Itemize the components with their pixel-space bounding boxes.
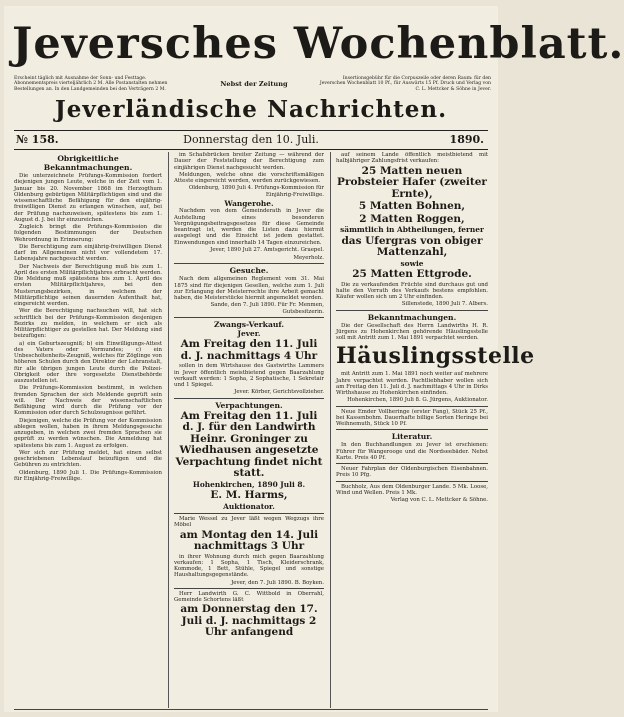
section-heading: Zwangs-Verkauf. (213, 319, 285, 329)
section-heading: Verpachtungen. (215, 400, 283, 410)
paragraph: Zugleich bringt die Prüfungs-Kommission die folgenden Bestimmungen der Deutschen Wehrordnung in Erinnerung: (14, 224, 162, 243)
notice-heading: Wangerohe. (224, 198, 274, 208)
signature: Sande, den 7. Juli 1890. Für Fr. Menmen, Gutsbesitzerin. (210, 302, 324, 315)
column-divider (330, 152, 331, 708)
paragraph: Marie Wessel zu Jever läßt wegen Wegzugs ihre Möbel (174, 516, 324, 529)
paragraph: Nachdem von dem Gemeinderath in Jever die Aufstellung eines besonderen Vergnügungsbeitragsgesetzes für diese Gemeinde beantragt ist, werden die Listen dazu hiermit ausgelegt und die Einsicht ist jedem gestattet. Einwendungen sind innerhalb 14 Tagen einzureichen. (174, 208, 324, 246)
auctioneer-name: E. M. Harms, (210, 489, 288, 501)
paragraph: im Schafsbrücken breiter Zeitung — während der Dauer der Feststellung der Berechtigung zum einjährigen Dienst nachgesucht werden. (174, 152, 324, 171)
advertising-info: Insertionsgebühr für die Corpuszeile oder deren Raum: für den Jeverschen Wochenblatt 10 Pf., für Auswärts 15 Pf. Druck und Verlag von C. L. Mettcker & Söhne in Jever. (319, 76, 491, 92)
column-3 (336, 152, 535, 708)
newspaper-page (4, 6, 624, 712)
paragraph: a) ein Geburtszeugniß; b) ein Einwilligungs-Attest des Vaters oder Vormundes; c) ein Unbescholtenheits-Zeugniß, welches für Zöglinge von höheren Schulen durch den Direktor der Lehranstalt, für alle übrigen jungen Leute durch die Polizei-Obrigkeit oder ihre vorgesetzte Dienstbehörde auszustellen ist. (14, 340, 162, 384)
signature: Hohenkirchen, 1890 Juli 8. G. Jürgens, Auktionator. (347, 397, 488, 404)
paragraph: mit Antritt zum 1. Mai 1891 noch weiter auf mehrere Jahre verpachtet werden. Pachtliebhaber wollen sich am Freitag den 11. Juli d. J. nachmittags 4 Uhr in Dirks Wirthshause zu Hohenkirchen einfinden. (336, 371, 488, 396)
paragraph: Die Berechtigung zum einjährig-freiwilligen Dienst darf im Allgemeinen nicht vor vollendetem 17. Lebensjahre nachgesucht werden. (14, 243, 162, 263)
paragraph: Die Prüfungs-Kommission bestimmt, in welchen fremden Sprachen der sich Meldende geprüft sein will. Der Nachweis der wissenschaftlichen Befähigung wird durch die Prüfung vor der Kommission oder durch Schulzeugnisse geführt. (14, 385, 162, 417)
auction-date: am Donnerstag den 17. Juli d. J. nachmittags 2 Uhr anfangend (180, 603, 318, 639)
divider (336, 429, 488, 430)
divider (336, 406, 488, 407)
issue-date: Donnerstag den 10. Juli. (183, 133, 319, 146)
paragraph: Meldungen, welche ohne die vorschriftsmäßigen Atteste eingereicht werden, werden zurückgewiesen. (174, 171, 324, 184)
paragraph: Oldenburg, 1890 Juli 1. Die Prüfungs-Kommission für Einjährig-Freiwillige. (14, 469, 162, 482)
auction-date: am Montag den 14. Juli nachmittags 3 Uhr (179, 528, 319, 552)
issue-number: № 158. (16, 133, 59, 146)
divider (174, 398, 324, 399)
paragraph: Die der Gesellschaft des Herrn Landwirths H. R. Jürgens zu Hohenkirchen gehörende Häuslingsstelle soll mit Antritt zum 1. Mai 1891 verpachtet werden. (336, 322, 488, 341)
newspaper-subtitle: Jeverländische Nachrichten. (54, 96, 448, 123)
paragraph: Herr Landwirth G. C. Wittbold in Oberrahl, Gemeinde Schortens läßt (174, 590, 324, 603)
cancellation-notice: Am Freitag den 11. Juli d. J. für den Landwirth Heinr. Groninger zu Wiedhausen angesetzte Verpachtung findet nicht statt. (175, 409, 323, 479)
paragraph: in ihrer Wohnung durch mich gegen Baarzahlung verkaufen: 1 Sopha, 1 Tisch, Kleiderschrank, Kommode, 1 Bett, Stühle, Spiegel und sonstige Haushaltungsgegenstände. (174, 553, 324, 579)
signature: Oldenburg, 1890 Juli 4. Prüfungs-Kommission für Einjährig-Freiwillige. (188, 185, 324, 198)
issue-year: 1890. (449, 133, 484, 146)
divider (174, 263, 324, 264)
publisher-line: Verlag von C. L. Mettcker & Söhne. (390, 497, 488, 503)
columns (14, 152, 535, 708)
sale-item: 25 Matten neuen Probsteier Hafer (zweiter Ernte), (337, 164, 487, 200)
sale-note: sämmtlich in Abtheilungen, ferner (340, 225, 484, 234)
paragraph: Wer sich zur Prüfung meldet, hat einen selbst geschriebenen Lebenslauf beizufügen und die Gebühren zu entrichten. (14, 449, 162, 469)
section-heading: Literatur. (391, 432, 433, 442)
section-heading: Obrigkeitliche Bekanntmachungen. (43, 154, 133, 172)
paragraph: Die zu verkaufenden Früchte sind durchaus gut und halte den Vorrath des Verkaufs bestens empfohlen. Käufer wollen sich um 2 Uhr einfinden. (336, 281, 488, 300)
auctioneer-title: Auktionator. (223, 501, 275, 511)
sale-item: das Ufergras von obiger Mattenzahl, (341, 234, 483, 258)
paragraph: sollen in dem Wirtshause des Gastwirths Lammers in Jever öffentlich meistbietend gegen Baarzahlung verkauft werden: 1 Sopha, 2 Sophatische, 1 Sekretair und 1 Spiegel. (174, 363, 324, 388)
signature: Jever. Körber, Gerichtsvollzieher. (234, 389, 324, 396)
auction-date: Am Freitag den 11. Juli d. J. nachmittags 4 Uhr (180, 338, 318, 362)
paragraph: Diejenigen, welche die Prüfung vor der Kommission ablegen wollen, haben in ihrem Meldungsgesuche anzugeben, in welchen zwei fremden Sprachen sie geprüft zu werden wünschen. Die Anmeldung hat spätestens bis zum 1. August zu erfolgen. (14, 417, 162, 449)
paragraph: Nach dem allgemeinen Reglement vom 31. Mai 1875 sind für diejenigen Gesellen, welche zum 1. Juli zur Erlangung der Meisterrechte ihre Arbeit gemacht haben, die Meisterstücke hiermit angemeldet worden. (174, 276, 324, 301)
column-1 (14, 152, 162, 708)
paragraph: In den Buchhandlungen zu Jever ist erschienen: Führer für Wangerooge und die Nordseebäder. Nebst Karte. Preis 40 Pf. (336, 442, 488, 461)
paragraph: Buchholz, Aus dem Oldenburger Lande. 5 Mk. Loose, Wind und Wellen. Preis 1 Mk. (336, 483, 488, 496)
issue-line (14, 130, 488, 150)
advertisement: Neue Emder Vollheringe (erster Fang), Stück 25 Pf., bei Kassenbohm. Dauerhafte billige Sorten Heringe bei Weihnemuth, Stück 10 Pf. (336, 408, 488, 427)
signature: Meyerholz. (293, 255, 324, 261)
paragraph: Der Nachweis der Berechtigung muß bis zum 1. April des ersten Militärpflichtjahres erbracht werden. Die Meldung muß spätestens bis zum 1. April des ersten Militärpflichtjahres, bei den Musterungsbezirken, in welchem der Militärpflichtige seinen dauernden Aufenthalt hat, eingereicht werden. (14, 263, 162, 307)
section-heading: Bekanntmachungen. (367, 312, 457, 322)
divider (336, 481, 488, 482)
sale-item: 25 Matten Ettgrode. (352, 268, 472, 280)
paragraph: Wer die Berechtigung nachsuchen will, hat sich schriftlich bei der Prüfungs-Kommission desjenigen Bezirks zu melden, in welchem er sich als Militärpflichtiger zu gestellen hat. Der Meldung sind beizufügen: (14, 308, 162, 340)
divider (336, 463, 488, 464)
divider (174, 513, 324, 514)
bottom-rule (14, 709, 488, 710)
hauslingsstelle-heading: Häuslingsstelle (336, 343, 535, 370)
column-divider (168, 152, 169, 708)
divider (336, 310, 488, 311)
sale-note: sowie (400, 258, 424, 268)
signature: Jever, 1890 Juli 27. Amtsgericht. Graepel. (210, 246, 324, 253)
location-label: Jever. (237, 328, 261, 338)
column-2 (174, 152, 324, 708)
place-date: Hohenkirchen, 1890 Juli 8. (192, 479, 306, 489)
signature: Jever, den 7. Juli 1890. B. Boyken. (231, 579, 324, 586)
subscription-info: Erscheint täglich mit Ausnahme der Sonn- und Festtage. Abonnementspreis vierteljährlich 2 M. Alle Postanstalten nehmen Bestellungen an. In den Landgemeinden bei den Verträgern 2 M. (14, 76, 168, 92)
supplement-note: Nebst der Zeitung (220, 80, 288, 88)
paragraph: Die unterzeichnete Prüfungs-Kommission fordert diejenigen jungen Leute, welche in der Zeit vom 1. Januar bis 20. November 1868 im Herzogthum Oldenburg gebürtigen Militärpflichtigen sind und die wissenschaftliche Befähigung für den einjährig-freiwilligen Dienst zu erlangen wünschen, auf, bei der Prüfung nachzuweisen, spätestens bis zum 1. August d. J. bei ihr einzureichen. (14, 173, 162, 223)
paragraph: auf seinem Lande öffentlich meistbietend mit halbjähriger Zahlungsfrist verkaufen: (336, 152, 488, 165)
signature: Sillenstede, 1890 Juli 7. Albers. (401, 301, 488, 308)
sale-item: 2 Matten Roggen, (359, 212, 465, 225)
sale-item: 5 Matten Bohnen, (358, 200, 466, 212)
paragraph: Neuer Fahrplan der Oldenburgischen Eisenbahnen. Preis 10 Pfg. (336, 466, 488, 479)
divider (174, 317, 324, 318)
newspaper-title: Jeversches Wochenblatt. (12, 19, 624, 69)
masthead (4, 6, 624, 156)
section-heading: Gesuche. (229, 266, 269, 276)
divider (174, 588, 324, 589)
